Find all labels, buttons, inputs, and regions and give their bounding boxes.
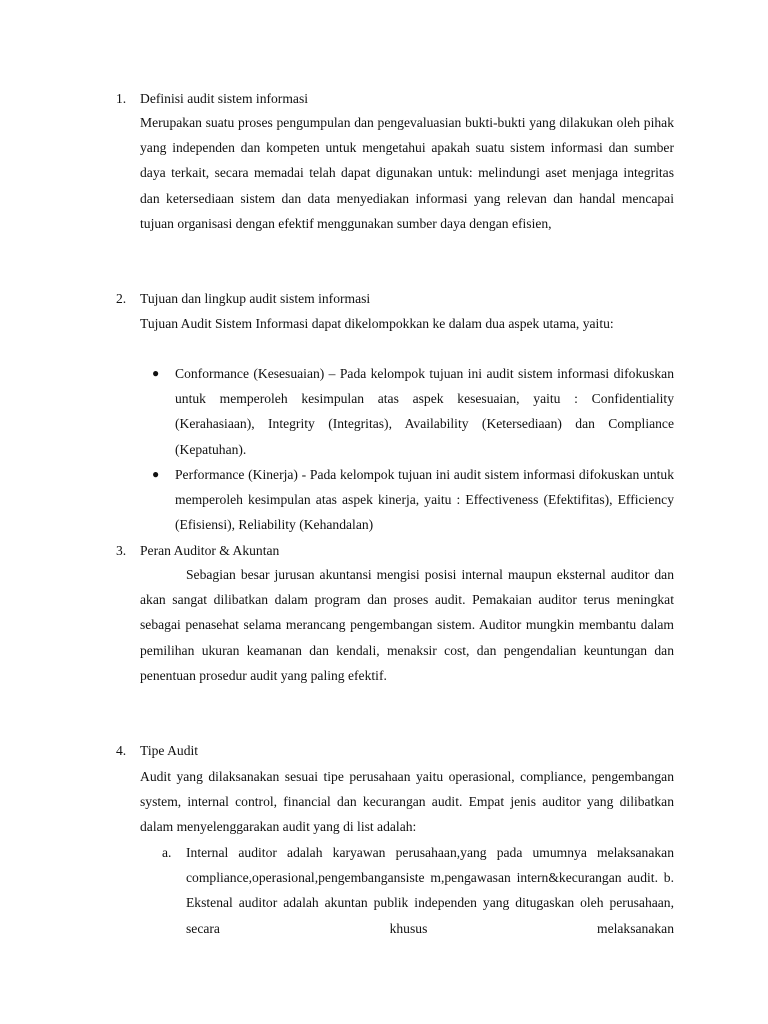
list-item: Internal auditor adalah karyawan perusahaan,yang pada umumnya melaksanakan compliance,operasional,pengembangansiste m,pengawasan intern&kecurangan audit. b. Ekstenal auditor adalah akuntan publik independen yang ditugaskan oleh perusahaan, secara khusus melaksanakan: [186, 845, 674, 936]
list-marker: a.: [162, 845, 172, 860]
section-number: 2.: [116, 291, 127, 306]
section-heading: Definisi audit sistem informasi: [140, 91, 309, 106]
section-heading: Tipe Audit: [140, 743, 199, 758]
section-number: 4.: [116, 743, 127, 758]
section-body: Sebagian besar jurusan akuntansi mengisi posisi internal maupun eksternal auditor dan akan sangat dilibatkan dalam program dan proses audit. Pemakaian auditor terus meningkat sebagai penasehat selama merancang pengembangan sistem. Auditor mungkin membantu dalam pemilihan ukuran keamanan dan kendali, menaksir cost, dan pengendalian keuntungan dan penentuan prosedur audit yang paling efektif.: [140, 567, 674, 683]
bullet-item: Performance (Kinerja) - Pada kelompok tujuan ini audit sistem informasi difokuskan untuk memperoleh kesimpulan atas aspek kinerja, yaitu : Effectiveness (Efektifitas), Efficiency (Efisiensi), Reliability (Kehandalan): [175, 467, 674, 533]
section-body: Audit yang dilaksanakan sesuai tipe perusahaan yaitu operasional, compliance, pengembangan system, internal control, financial dan kecurangan audit. Empat jenis auditor yang dilibatkan dalam menyelenggarakan audit yang di list adalah:: [140, 769, 674, 835]
section-body: Merupakan suatu proses pengumpulan dan pengevaluasian bukti-bukti yang dilakukan oleh pihak yang independen dan kompeten untuk mengetahui apakah suatu sistem informasi dan sumber daya terkait, secara memadai telah dapat digunakan untuk: melindungi aset menjaga integritas dan ketersediaan sistem dan data menyediakan informasi yang relevan dan handal mencapai tujuan organisasi dengan efektif menggunakan sumber daya dengan efisien,: [140, 115, 674, 231]
bullet-icon: ●: [152, 366, 160, 380]
bullet-item: Conformance (Kesesuaian) – Pada kelompok tujuan ini audit sistem informasi difokuskan untuk memperoleh kesimpulan atas aspek kesesuaian, yaitu : Confidentiality (Kerahasiaan), Integrity (Integritas), Availability (Ketersediaan) dan Compliance (Kepatuhan).: [175, 366, 674, 457]
section-heading: Tujuan dan lingkup audit sistem informasi: [140, 291, 371, 306]
section-heading: Peran Auditor & Akuntan: [140, 543, 280, 558]
section-body: Tujuan Audit Sistem Informasi dapat dikelompokkan ke dalam dua aspek utama, yaitu:: [140, 316, 614, 331]
section-number: 1.: [116, 91, 127, 106]
section-number: 3.: [116, 543, 127, 558]
bullet-icon: ●: [152, 467, 160, 481]
